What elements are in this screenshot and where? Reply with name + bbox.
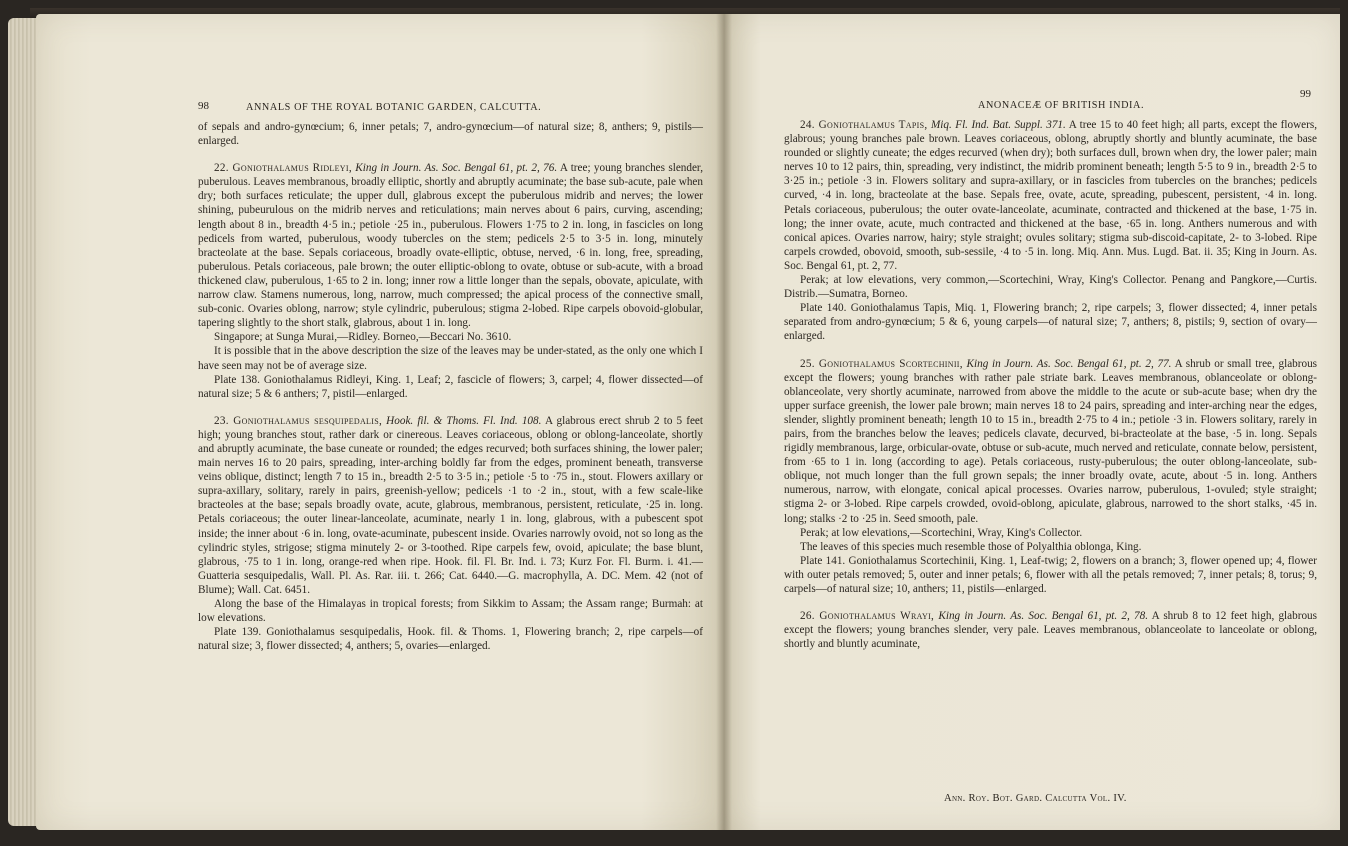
species-22-note: It is possible that in the above description the size of the leaves may be under-stated, as the only one which I have seen may not be of average size. — [198, 345, 703, 372]
plate-141-caption: Plate 141. Goniothalamus Scortechinii, King. 1, Leaf-twig; 2, flowers on a branch; 3, flower opened up; 4, flower with outer petals removed; 5, outer and inner petals; 6, flower with all the petals removed; 7, inner petals; 8, torus; 9, carpels—of natural size; 10, anthers; 11, pistils—enlarged. — [784, 554, 1317, 595]
species-26 — [784, 609, 1317, 651]
species-23 — [198, 414, 703, 597]
plate-140-caption: Plate 140. Goniothalamus Tapis, Miq. 1, Flowering branch; 2, ripe carpels; 3, flower dissected; 4, inner petals separated from andro-gynœcium; 5 & 6, young carpels—of natural size; 7, anthers; 8, pistils; 9, section of ovary—enlarged. — [784, 302, 1317, 343]
species-23-distribution: Along the base of the Himalayas in tropical forests; from Sikkim to Assam; the Assam range; Burmah: at low elevations. — [198, 598, 703, 625]
species-23-description: A glabrous erect shrub 2 to 5 feet high; young branches stout, rather dark or cinereous. Leaves coriaceous, oblong or oblong-lanceolate, shortly and abruptly acuminate, the base cuneate or rounded; the edges recurved; both surfaces shining, the lower paler; main nerves 16 to 20 pairs, spreading, inter-arching boldly far from the edges, prominent beneath, transverse veins oblique, distinct; length 7 to 15 in., breadth 2·5 to 3·5 in.; petiole ·5 to ·75 in., stout. Flowers axillary or supra-axillary, solitary, rarely in pairs, greenish-yellow; pedicels ·1 to ·2 in., stout, with a few scale-like bracteoles at the base; sepals broadly ovate, acute, glabrous, membranous, persistent, reticulate, ·25 in. long. Petals coriaceous; the outer linear-lanceolate, acuminate, nearly 1 in. long, glabrous, with a pubescent spot inside; the inner about ·6 in. long, ovate-acuminate, pubescent inside. Ovaries narrowly ovoid, not so long as the cylindric styles, strigose; stigma minutely 2- or 3-toothed. Ripe carpels few, ovoid, apiculate; the base blunt, glabrous, ·75 to 1 in. long, orange-red when ripe. Hook. fil. Fl. Br. Ind. i. 73; Kurz For. Fl. Burm. i. 41.—Guatteria sesquipedalis, Wall. Pl. As. Rar. iii. t. 266; Cat. 6440.—G. macrophylla, A. DC. Mem. 42 (not of Blume); Wall. Cat. 6451. — [198, 414, 704, 596]
species-22-reference: King in Journ. As. Soc. Bengal 61, pt. 2, 76. — [355, 162, 558, 175]
species-22-distribution: Singapore; at Sunga Murai,—Ridley. Borneo,—Beccari No. 3610. — [214, 331, 512, 344]
left-running-head-text: ANNALS OF THE ROYAL BOTANIC GARDEN, CALCUTTA. — [246, 102, 542, 113]
species-22-description: A tree; young branches slender, puberulous. Leaves membranous, broadly elliptic, shortly and abruptly acuminate; the base sub-acute, pale when dry; both surfaces reticulate; the upper dull, glabrous except the puberulous midrib and nerves; the lower shining, pubeurulous on the midrib nerves and reticulations; main nerves about 6 pairs, curving, ascending; length about 8 in., breadth 4·5 in.; petiole ·25 in., puberulous. Flowers 1·75 to 2 in. long, in fascicles on long pedicels from warted, puberulous, woody tubercles on the stem; pedicels 2·5 to 3·5 in. long, minutely bracteolate at the base. Sepals coriaceous, broadly ovate-elliptic, obtuse, nerved, ·6 in. long, free, spreading, puberulous. Petals coriaceous, pale brown; the outer elliptic-oblong to ovate, obtuse or sub-acute, with a broad thickened claw, puberulous, 1·65 to 2 in. long; inner row a little longer than the sepals, obovate, apiculate, with narrow claw. Stamens numerous, long, narrow, much compressed; the apical process of the connective small, sub-conic. Ovaries oblong, narrow; style cylindric, puberulous; stigma 2-lobed. Ripe carpels obovoid-globular, tapering slightly to the short stalk, glabrous, about 1 in. long. — [198, 162, 704, 330]
left-text-column — [198, 120, 703, 653]
species-26-name: 26. Goniothalamus Wrayi, — [800, 610, 935, 623]
species-24-description: A tree 15 to 40 feet high; all parts, except the flowers, glabrous; young branches pale brown. Leaves coriaceous, oblong, abruptly shortly and bluntly acuminate, the base rounded or slightly cuneate; the edges recurved (when dry); both surfaces dull, brown when dry, the lower paler; main nerves 10 to 12 pairs, thin, spreading, very indistinct, the midrib prominent beneath; length 5·5 to 9 in., breadth 2·5 to 3·25 in.; petiole ·3 in. Flowers solitary and supra-axillary, or in fascicles from tubercles on the branches; pedicels curved, ·4 in. long, bracteolate at the base. Sepals free, ovate, acute, spreading, pubescent, persistent, ·4 in. long. Petals coriaceous, puberulous; the outer ovate-lanceolate, acuminate, contracted and thickened at the base, 1·75 in. long; the inner ovate, acute, much contracted and thickened at the base, ·65 in. long. Anthers numerous and with conical apices. Ovaries narrow, hairy; style straight; ovules solitary; stigma sub-discoid-capitate, 2- to 3-lobed. Ripe carpels crowded, obovoid, smooth, sub-sessile, ·4 to ·5 in. long. Miq. Ann. Mus. Lugd. Bat. ii. 35; King in Journ. As. Soc. Bengal 61, pt. 2, 77. — [784, 119, 1317, 272]
species-25-reference: King in Journ. As. Soc. Bengal 61, pt. 2, 77. — [966, 357, 1172, 370]
species-24-name: 24. Goniothalamus Tapis, — [800, 119, 928, 131]
species-23-name: 23. Goniothalamus sesquipedalis, — [214, 414, 383, 427]
species-22 — [198, 161, 703, 330]
species-25 — [784, 357, 1317, 526]
page-footer: Ann. Roy. Bot. Gard. Calcutta Vol. IV. — [944, 793, 1127, 804]
species-24-distribution: Perak; at low elevations, very common,—Scortechini, Wray, King's Collector. Penang and Pangkore,—Curtis. Distrib.—Sumatra, Borneo. — [784, 274, 1317, 301]
right-running-head-text: ANONACEÆ OF BRITISH INDIA. — [978, 100, 1145, 111]
species-26-reference: King in Journ. As. Soc. Bengal 61, pt. 2, 78. — [938, 610, 1149, 623]
species-23-reference: Hook. fil. & Thoms. Fl. Ind. 108. — [386, 414, 542, 427]
species-25-name: 25. Goniothalamus Scortechinii, — [800, 357, 963, 370]
plate-139-caption: Plate 139. Goniothalamus sesquipedalis, Hook. fil. & Thoms. 1, Flowering branch; 2, ripe carpels—of natural size; 3, flower dissected; 4, anthers; 5, ovaries—enlarged. — [198, 626, 703, 653]
species-25-distribution: Perak; at low elevations,—Scortechini, Wray, King's Collector. — [800, 526, 1083, 539]
species-24 — [784, 118, 1317, 273]
right-page-number: 99 — [1300, 88, 1311, 100]
right-text-column — [784, 118, 1317, 651]
plate-138-caption: Plate 138. Goniothalamus Ridleyi, King. 1, Leaf; 2, fascicle of flowers; 3, carpel; 4, flower dissected—of natural size; 5 & 6 anthers; 7, pistil—enlarged. — [198, 373, 703, 400]
species-26-description: A shrub 8 to 12 feet high, glabrous except the flowers; young branches slender, very pale. Leaves membranous, oblanceolate to lanceolate or oblong, shortly and bluntly acuminate, — [784, 610, 1317, 651]
species-25-note: The leaves of this species much resemble those of Polyalthia oblonga, King. — [800, 540, 1142, 553]
intro-paragraph: of sepals and andro-gynœcium; 6, inner petals; 7, andro-gynœcium—of natural size; 8, anthers; 9, pistils—enlarged. — [198, 121, 703, 148]
left-page-number: 98 — [198, 100, 209, 112]
species-22-name: 22. Goniothalamus Ridleyi, — [214, 162, 352, 175]
book-gutter — [716, 14, 732, 830]
species-24-reference: Miq. Fl. Ind. Bat. Suppl. 371. — [930, 119, 1066, 131]
species-25-description: A shrub or small tree, glabrous except the flowers; young branches with rather pale striate bark. Leaves membranous, oblanceolate or oblong-oblanceolate, very shortly acuminate, narrowed from above the middle to the acute or sub-acute base; when dry the upper surface greenish, the lower pale brown; main nerves 18 to 24 pairs, spreading and inter-arching near the edges, slender, slightly prominent beneath; length 10 to 15 in., breadth 2·75 to 4 in.; petiole ·3 in. Flowers solitary, rarely in pairs, from the branches below the leaves; pedicels clavate, decurved, bi-bracteolate at the base, ·5 in. long. Sepals rigidly membranous, large, orbicular-ovate, obtuse or sub-acute, much nerved and reticulate, connate below, persistent, from ·65 to 1 in. long (according to age). Petals coriaceous, rusty-puberulous; the outer oblong-lanceolate, sub-oblique, not much longer than the full grown sepals; the inner broadly ovate, acute, about ·5 in. long. Anthers numerous, narrow, with elongate, conical apical processes. Ovaries narrow, puberulous, 1-ovuled; style straight; stigma 2- or 3-lobed. Ripe carpels crowded, ovoid-oblong, apiculate, glabrous, narrowed to the short stalks, ·45 in. long; stalks ·2 to ·25 in. Seed smooth, pale. — [784, 357, 1318, 525]
